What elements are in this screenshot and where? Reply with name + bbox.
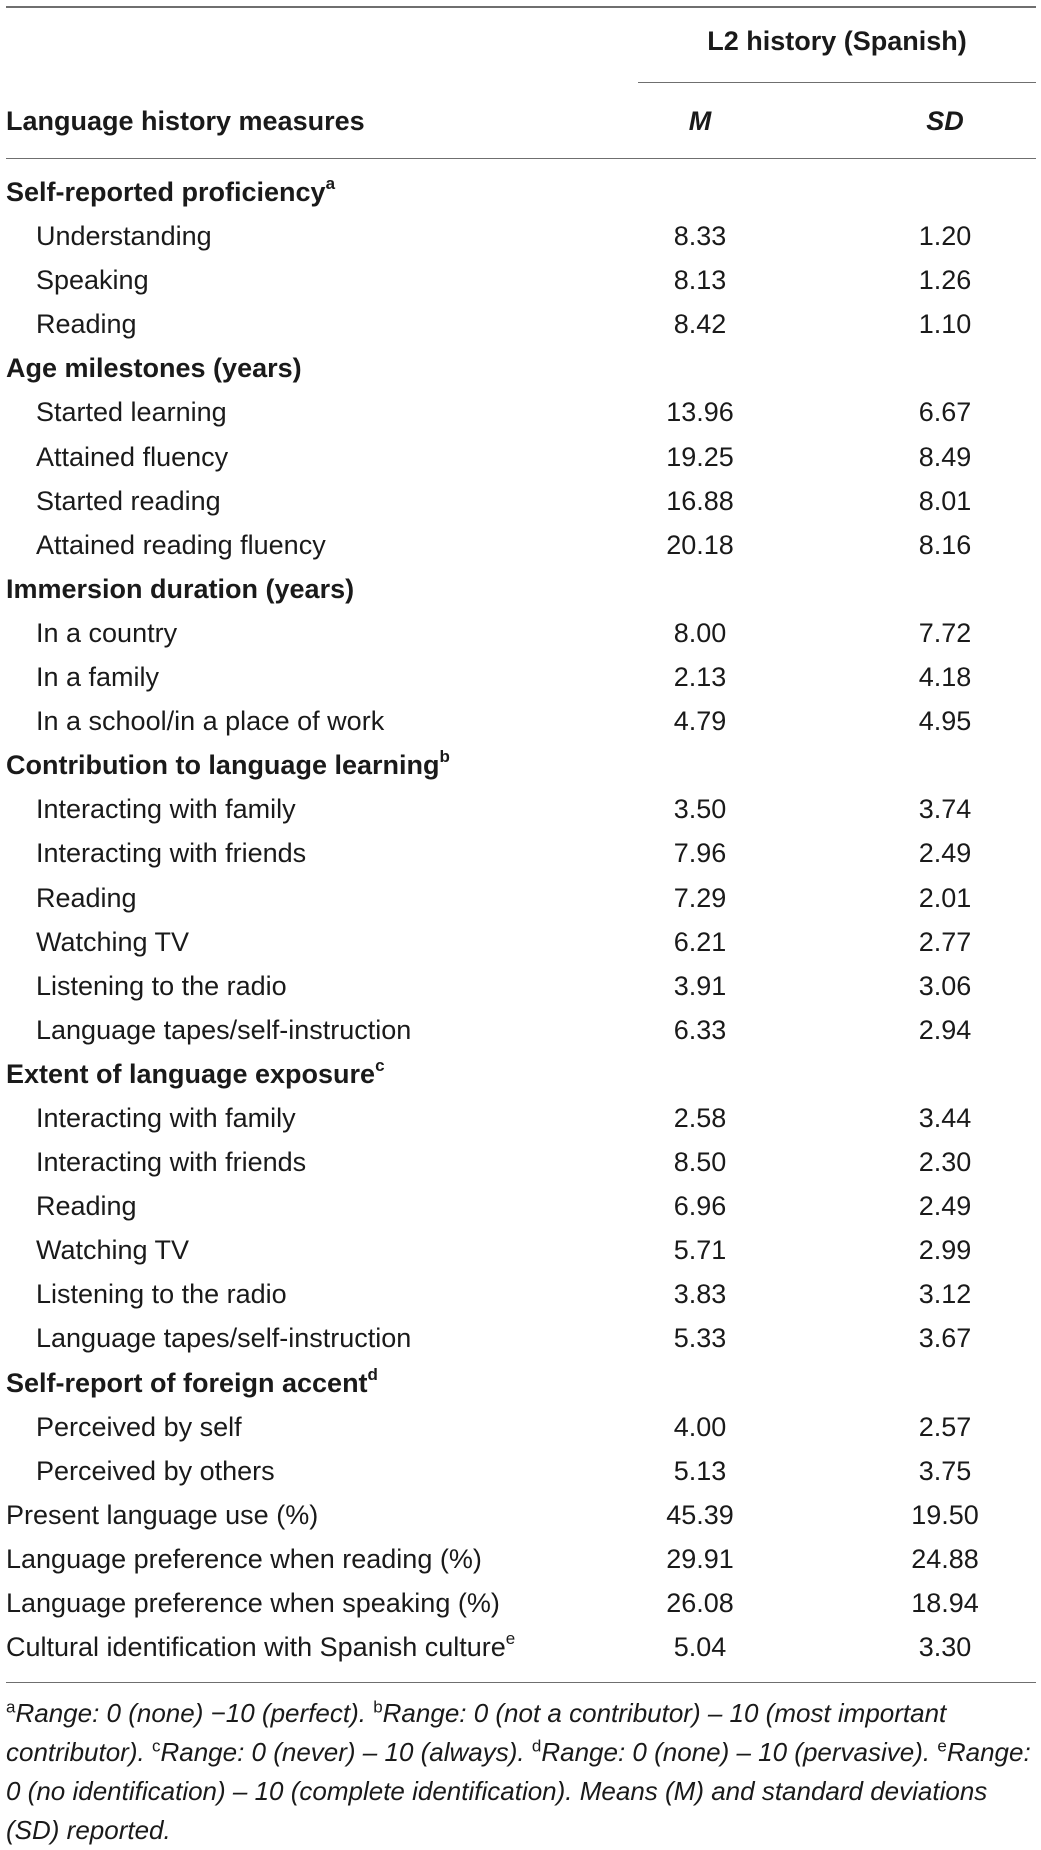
mean-value: 8.00 [673,617,727,648]
section-header-row [0,567,1041,611]
mean-value: 6.96 [673,1191,727,1222]
row-label: Interacting with family [36,794,296,825]
sd-value: 2.49 [918,1191,972,1222]
row-label: Self-report of foreign accent$^d$ [6,1364,378,1398]
footnote-marker: a [325,174,336,193]
sd-value: 3.75 [918,1455,972,1486]
row-label: Language preference when reading (%) [6,1543,482,1574]
row-label: Started learning [36,397,227,428]
sd-value: 2.57 [918,1411,972,1442]
mean-value: 7.29 [673,882,727,913]
header-bottom-rule [6,158,1036,159]
table-row [0,655,1041,699]
row-label: Self-reported proficiency$^a$ [6,174,336,207]
mean-value: 3.91 [673,970,727,1001]
sd-value: 8.49 [918,441,972,472]
table-row [0,787,1041,831]
table-row [0,1625,1041,1669]
footnote-marker: d [531,1736,542,1756]
section-header-row [0,743,1041,787]
footnote-marker: c [375,1055,385,1075]
footnote-marker: c [151,1736,161,1756]
row-label: Understanding [36,221,212,252]
mean-value: 6.33 [673,1014,727,1045]
table-row [0,258,1041,302]
footnote-marker: e [937,1736,947,1756]
mean-value: 3.50 [673,794,727,825]
sd-value: 1.10 [918,309,972,340]
sd-value: 8.01 [918,485,972,516]
mean-value: 4.79 [673,706,727,737]
column-header-sd: SD [926,106,964,136]
row-label: Perceived by self [36,1411,242,1442]
row-label: Listening to the radio [36,970,287,1001]
sd-value: 24.88 [911,1543,979,1574]
table-row [0,964,1041,1008]
sd-value: 2.94 [918,1014,972,1045]
row-label: Watching TV [36,1235,190,1266]
mean-value: 5.33 [673,1323,727,1354]
mean-value: 8.33 [673,221,727,252]
row-label: Cultural identification with Spanish culture$^e$ [6,1629,516,1663]
sd-value: 6.67 [918,397,972,428]
sd-value: 3.74 [918,794,972,825]
sd-value: 1.20 [918,221,972,252]
row-label: Extent of language exposure$^c$ [6,1055,385,1089]
table-row [0,1184,1041,1228]
mean-value: 16.88 [666,485,734,516]
footnote-text: Range: 0 (none) −10 (perfect). [15,1698,366,1728]
sd-value: 2.77 [918,926,972,957]
row-label: Interacting with friends [36,1147,307,1178]
footnote-marker: b [439,747,450,767]
table-row [0,302,1041,346]
table-row [0,1008,1041,1052]
mean-value: 4.00 [673,1411,727,1442]
sd-value: 8.16 [918,529,972,560]
table-row [0,611,1041,655]
footnote-marker: d [367,1364,378,1384]
spanning-column-header: L2 history (Spanish) [707,26,967,56]
table-row [0,1096,1041,1140]
footnote-marker: a [6,1697,16,1717]
sd-value: 1.26 [918,265,972,296]
row-label: Interacting with friends [36,838,307,869]
table-row [0,1140,1041,1184]
table-row [0,435,1041,479]
sd-value: 2.01 [918,882,972,913]
table-row [0,1316,1041,1360]
table-row [0,214,1041,258]
sd-value: 18.94 [911,1588,979,1618]
footnote-text: Range: 0 (never) – 10 (always). [160,1737,525,1767]
footnote-marker: e [505,1629,516,1649]
sd-value: 3.67 [918,1323,972,1354]
sd-value: 3.06 [918,970,972,1001]
mean-value: 8.50 [673,1147,727,1178]
table-row [0,390,1041,434]
table-row [0,699,1041,743]
section-header-row [0,1052,1041,1096]
mean-value: 7.96 [673,838,727,869]
table-row [0,523,1041,567]
sd-value: 2.30 [918,1147,972,1178]
row-label: Language tapes/self-instruction [36,1014,412,1045]
mean-value: 19.25 [666,441,734,472]
row-label: Started reading [36,485,221,516]
mean-value: 2.58 [673,1102,727,1133]
sd-value: 3.30 [918,1632,972,1663]
row-label: Language preference when speaking (%) [6,1588,500,1618]
table-row [0,1493,1041,1537]
mean-value: 8.13 [673,265,727,296]
row-label: Reading [36,882,137,913]
table-top-rule [6,6,1036,8]
table-row [0,1537,1041,1581]
row-label: In a country [36,617,178,648]
column-header-mean: M [688,106,712,136]
row-label: Speaking [36,265,149,296]
row-label: Interacting with family [36,1102,296,1133]
row-label: Listening to the radio [36,1279,287,1310]
table-row [0,1581,1041,1625]
section-header-row [0,346,1041,390]
sd-value: 4.18 [918,662,972,693]
mean-value: 45.39 [666,1499,734,1530]
row-label: In a school/in a place of work [36,706,385,737]
mean-value: 5.04 [673,1632,727,1663]
row-label: Immersion duration (years) [6,573,355,604]
sd-value: 2.99 [918,1235,972,1266]
table-body [0,170,1041,1669]
row-label: Watching TV [36,926,190,957]
row-label: Perceived by others [36,1455,275,1486]
column-header-measures: Language history measures [6,106,365,136]
row-label: Age milestones (years) [6,353,302,384]
sd-value: 4.95 [918,706,972,737]
table-row [0,1228,1041,1272]
table-row [0,831,1041,875]
row-label: In a family [36,662,160,693]
mean-value: 5.71 [673,1235,727,1266]
table-row [0,876,1041,920]
mean-value: 2.13 [673,662,727,693]
table-row [0,1405,1041,1449]
sd-value: 3.44 [918,1102,972,1133]
row-label: Contribution to language learning$^b$ [6,747,450,781]
sd-value: 7.72 [918,617,972,648]
row-label: Present language use (%) [6,1499,319,1530]
table-row [0,920,1041,964]
sd-value: 2.49 [918,838,972,869]
mean-value: 5.13 [673,1455,727,1486]
mean-value: 26.08 [666,1588,734,1618]
footnote-marker: b [373,1697,383,1717]
table-footnote [6,1694,1036,1850]
footnote-text: Range: 0 (not a contributor) – 10 (most important contributor). [6,1698,947,1767]
footnote-text: Range: 0 (none) – 10 (pervasive). [541,1737,931,1767]
section-header-row [0,170,1041,214]
mean-value: 3.83 [673,1279,727,1310]
row-label: Language tapes/self-instruction [36,1323,412,1354]
mean-value: 13.96 [666,397,734,428]
table-row [0,1449,1041,1493]
sd-value: 3.12 [918,1279,972,1310]
row-label: Attained fluency [36,441,229,472]
mean-value: 20.18 [666,529,734,560]
table-bottom-rule [6,1682,1036,1683]
mean-value: 6.21 [673,926,727,957]
row-label: Reading [36,1191,137,1222]
footnote-text: Range: 0 (no identification) – 10 (complete identification). Means (M) and standard deviations (SD) reported. [6,1737,1031,1845]
row-label: Attained reading fluency [36,529,326,560]
table-row [0,1272,1041,1316]
row-label: Reading [36,309,137,340]
mean-value: 29.91 [666,1543,734,1574]
mean-value: 8.42 [673,309,727,340]
sd-value: 19.50 [911,1499,979,1530]
section-header-row [0,1361,1041,1405]
table-row [0,479,1041,523]
spanning-header-rule [638,82,1036,83]
